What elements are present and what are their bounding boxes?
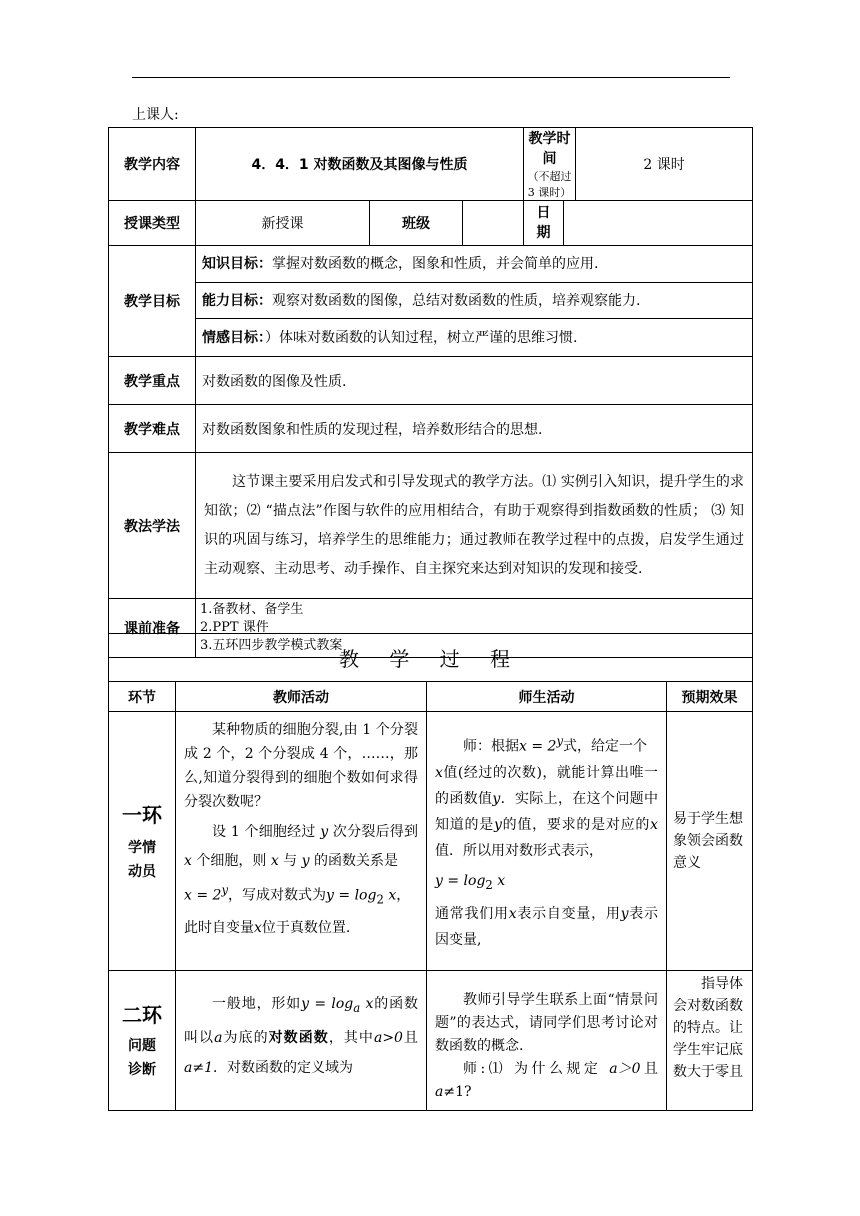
text: ，写成对数式为 [228, 887, 327, 904]
var-y: y [301, 853, 310, 869]
stage2-sub2: 诊断 [128, 1062, 156, 1078]
text: 表示自变量，用 [516, 906, 621, 923]
text: 为底的 [222, 1029, 269, 1046]
goal-emotion-label: 情感目标： [202, 329, 265, 346]
prep-item: 3.五环四步教学模式教案 [200, 638, 343, 653]
goal-knowledge-text: 掌握对数函数的概念，图象和性质，并会简单的应用. [272, 256, 599, 272]
goal-knowledge-label: 知识目标： [202, 256, 272, 272]
text: 通常我们用 [435, 906, 509, 923]
stage2-cell [109, 971, 176, 1111]
date-value [564, 201, 753, 246]
text: 此时自变量 [184, 920, 254, 937]
goal-ability-label: 能力目标： [202, 292, 272, 309]
formula: a＞0 [609, 1061, 641, 1077]
formula: a>0 [373, 1029, 403, 1046]
text: ．实际上，在这个问题中知道的是 [435, 790, 659, 833]
text: 师:⑴ 为什么规定 [463, 1061, 602, 1077]
var-y: y [492, 790, 501, 807]
goal-emotion [196, 319, 753, 357]
stage1-sub2: 动员 [128, 863, 156, 880]
col-teacher: 教师活动 [176, 682, 427, 712]
stage1-interaction-p4 [435, 901, 658, 953]
var-x: x [184, 853, 192, 869]
stage2-teacher-p1 [184, 989, 418, 1083]
stage1-name: 一环 [122, 802, 162, 827]
type-label: 授课类型 [109, 201, 196, 246]
formula: y = log [301, 996, 354, 1012]
formula: x = 2 [519, 738, 557, 755]
formula-sub: 2 [485, 877, 493, 892]
var-x: x [435, 764, 443, 781]
stage1-effect: 易于学生想象领会函数意义 [667, 712, 753, 971]
process-table [108, 633, 753, 1111]
text: 一般地，形如 [212, 996, 302, 1012]
text: 个细胞，则 [191, 853, 271, 869]
goal-ability [196, 283, 753, 319]
stage2-interaction-p1: 教师引导学生联系上面“情景问题”的表达式，请同学们思考讨论对数函数的概念. [435, 992, 658, 1054]
stage2-effect: 指导体会对数函数的特点。让学生牢记底数大于零且 [667, 971, 753, 1111]
stage1-interaction-p2 [435, 760, 658, 864]
text: 师：根据 [463, 738, 519, 755]
speaker-label: 上课人: [132, 107, 179, 123]
var-x: x [388, 887, 397, 904]
prep-label: 课前准备 [109, 599, 196, 658]
type-value: 新授课 [196, 201, 370, 246]
var-x: x [254, 920, 262, 937]
stage1-teacher [176, 712, 427, 971]
text: 的函数关系是 [309, 853, 398, 869]
formula: y = log [326, 887, 377, 904]
date-label [524, 201, 564, 246]
text: 的函数叫以 [184, 996, 419, 1046]
prep-item: 1.备教材、备学生 [200, 602, 304, 617]
goal-ability-text: 观察对数函数的图像，总结对数函数的性质，培养观察能力. [272, 292, 641, 309]
var-x: x [650, 816, 659, 833]
text: 表示因变量, [435, 906, 659, 949]
stage2-name: 二环 [122, 1003, 162, 1027]
method-text: 这节课主要采用启发式和引导发现式的教学方法。⑴ 实例引入知识，提升学生的求知欲；⑵ “描点法”作图与软件的应用相结合，有助于观察得到指数函数的性质； ⑶ 知识的巩固与练习，培养学生的思维能力；通过教师在教学过程中的点拨，启发学生通过主动观察、主动思考、动手操作、自主探究来达到对知识的发现和接受. [196, 453, 753, 599]
header-rule [132, 77, 730, 78]
date-label-1: 日 [536, 205, 551, 221]
stage1-teacher-p4 [184, 914, 418, 943]
text: 且 [402, 1029, 418, 1046]
stage1-teacher-p1: 某种物质的细胞分裂,由 1 个分裂成 2 个，2 个分裂成 4 个，……，那么,知道分裂得到的细胞个数如何求得分裂次数呢？ [184, 722, 418, 810]
method-label: 教法学法 [109, 453, 196, 599]
var-y: y [620, 906, 629, 923]
goal-knowledge [196, 246, 753, 283]
lesson-info-table [108, 127, 753, 658]
key-label: 教学重点 [109, 357, 196, 405]
formula-sub: a [353, 1000, 361, 1015]
stage1-interaction-p1 [435, 728, 658, 760]
col-interaction: 师生活动 [427, 682, 667, 712]
stage2-interaction [427, 971, 667, 1111]
var-x: x [508, 906, 517, 923]
time-note: （不超过 3 课时） [527, 170, 572, 199]
var-a: a [435, 1084, 444, 1100]
formula: a≠1 [184, 1059, 213, 1076]
var-x: x [270, 853, 279, 869]
stage2-sub1: 问题 [128, 1038, 156, 1054]
formula: ≠1? [443, 1084, 472, 1100]
stage1-cell [109, 712, 176, 971]
bold-term: 对数函数 [268, 1029, 329, 1046]
class-label: 班级 [370, 201, 463, 246]
var-x: x [497, 872, 506, 889]
text: 式，给定一个 [563, 738, 648, 755]
text: 值(经过的次数)，就能计算出唯一的函数值 [435, 764, 658, 807]
difficulty-text: 对数函数图象和性质的发现过程，培养数形结合的思想. [196, 405, 753, 453]
time-label-cell [524, 128, 576, 201]
goals-label: 教学目标 [109, 246, 196, 357]
difficulty-label: 教学难点 [109, 405, 196, 453]
text: 次分裂后得到 [328, 824, 418, 840]
var-y: y [320, 824, 329, 840]
stage1-teacher-p2 [184, 818, 418, 876]
formula-sub: 2 [376, 892, 384, 907]
var-y: y [493, 816, 502, 833]
text: ，其中 [328, 1029, 374, 1046]
text: 与 [278, 853, 302, 869]
var-a: a [214, 1029, 223, 1046]
text: 设 1 个细胞经过 [212, 824, 321, 840]
process-title: 教 学 过 程 [109, 634, 753, 682]
col-effect: 预期效果 [667, 682, 753, 712]
text: 且 [640, 1061, 659, 1077]
content-label: 教学内容 [109, 128, 196, 201]
formula: y = log [435, 872, 486, 889]
text: 的值，要求的是对应的 [501, 816, 651, 833]
formula: x = 2 [184, 887, 222, 904]
stage1-interaction [427, 712, 667, 971]
time-value: 2 课时 [576, 128, 753, 201]
goal-emotion-text: ）体味对数函数的认知过程，树立严谨的思维习惯. [265, 329, 578, 346]
class-value [463, 201, 524, 246]
prep-item: 2.PPT 课件 [200, 620, 269, 635]
stage2-interaction-p2 [435, 1058, 658, 1104]
formula-sup: y [556, 734, 564, 748]
stage2-teacher [176, 971, 427, 1111]
stage1-interaction-formula [435, 868, 658, 898]
stage1-teacher-p3: $x = 2^y$，写成对数式为$y = \log_2 x$， [184, 883, 411, 907]
text: 值．所以用对数形式表示， [435, 842, 603, 859]
date-label-2: 期 [536, 225, 551, 241]
formula-sup: y [221, 883, 229, 897]
text: 位于真数位置. [261, 920, 351, 937]
time-label: 教学时间 [528, 131, 571, 167]
col-stage: 环节 [109, 682, 176, 712]
key-text: 对数函数的图像及性质. [196, 357, 753, 405]
text: ．对数函数的定义域为 [212, 1059, 353, 1076]
var-x: x [365, 996, 374, 1012]
stage1-sub1: 学情 [128, 839, 156, 856]
content-value: 4．4．1 对数函数及其图像与性质 [196, 128, 524, 201]
